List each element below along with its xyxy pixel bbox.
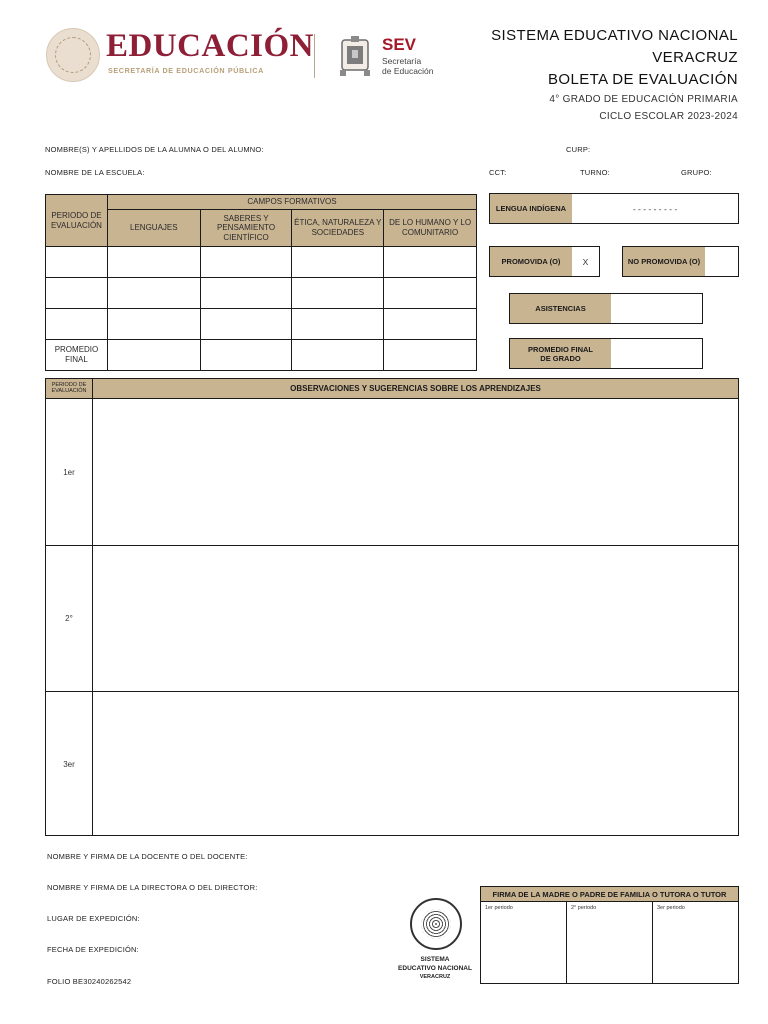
- no-promovida-value[interactable]: [705, 247, 738, 276]
- document-title-1: SISTEMA EDUCATIVO NACIONAL: [491, 27, 738, 44]
- grade-cell[interactable]: [46, 247, 108, 278]
- grade-label: 4° GRADO DE EDUCACIÓN PRIMARIA: [549, 94, 738, 105]
- campos-formativos-table: [45, 194, 477, 371]
- veracruz-shield-icon: [338, 34, 372, 78]
- observation-row[interactable]: [46, 545, 738, 691]
- sev-subtitle-line-2: de Educación: [382, 65, 434, 76]
- cycle-label: CICLO ESCOLAR 2023-2024: [599, 111, 738, 122]
- student-name-field: NOMBRE(S) Y APELLIDOS DE LA ALUMNA O DEL ALUMNO:: [45, 145, 264, 154]
- grade-cell[interactable]: [292, 278, 384, 309]
- grade-cell[interactable]: [292, 340, 384, 371]
- column-header-lenguajes: LENGUAJES: [107, 210, 200, 247]
- no-promovida-box: [622, 246, 739, 277]
- grade-cell[interactable]: [292, 309, 384, 340]
- column-header-saberes: SABERES Y PENSAMIENTO CIENTÍFICO: [200, 210, 292, 247]
- sep-subtitle: SECRETARÍA DE EDUCACIÓN PÚBLICA: [108, 66, 264, 75]
- observation-period-label: 3er: [46, 692, 93, 836]
- folio-label: FOLIO BE30240262542: [47, 977, 132, 986]
- promedio-grado-box: [509, 338, 703, 369]
- signature-period-1[interactable]: 1er periodo: [481, 902, 567, 984]
- promovida-value[interactable]: X: [582, 256, 589, 267]
- logo-divider: [314, 34, 315, 78]
- seal-text-1: SISTEMA: [420, 956, 450, 963]
- sev-subtitle-line-1: Secretaría: [382, 56, 422, 66]
- lengua-indigena-box: [489, 193, 739, 224]
- asistencias-box: [509, 293, 703, 324]
- grade-cell[interactable]: [384, 278, 477, 309]
- observations-table: [45, 378, 739, 836]
- promovida-label: PROMOVIDA (O): [490, 247, 572, 276]
- grade-cell[interactable]: [46, 278, 108, 309]
- cct-field: CCT:: [489, 168, 507, 177]
- grade-cell[interactable]: [200, 278, 292, 309]
- grade-cell[interactable]: [200, 340, 292, 371]
- lugar-expedicion-field: LUGAR DE EXPEDICIÓN:: [47, 914, 140, 923]
- docente-signature-field: NOMBRE Y FIRMA DE LA DOCENTE O DEL DOCENTE:: [47, 852, 248, 861]
- campos-group-header: CAMPOS FORMATIVOS: [107, 195, 476, 210]
- grade-cell[interactable]: [107, 340, 200, 371]
- sep-emblem-icon: [46, 28, 100, 82]
- promedio-grado-value[interactable]: [611, 339, 702, 368]
- observations-header: [46, 379, 738, 399]
- grade-cell[interactable]: [107, 309, 200, 340]
- grade-cell[interactable]: [384, 340, 477, 371]
- sev-logo-text: SEV: [382, 35, 417, 54]
- fecha-expedicion-field: FECHA DE EXPEDICIÓN:: [47, 945, 139, 954]
- signature-period-3[interactable]: 3er periodo: [657, 905, 685, 911]
- observations-period-header: PERIODO DE EVALUACIÓN: [46, 379, 93, 398]
- no-promovida-label: NO PROMOVIDA (O): [623, 247, 705, 276]
- grade-cell[interactable]: [200, 309, 292, 340]
- grade-cell[interactable]: [107, 278, 200, 309]
- grade-cell[interactable]: [107, 247, 200, 278]
- document-title-2: VERACRUZ: [652, 49, 738, 66]
- parent-signature-title: FIRMA DE LA MADRE O PADRE DE FAMILIA O TUTORA O TUTOR: [481, 887, 738, 902]
- national-seal-icon: [410, 898, 462, 950]
- curp-field: CURP:: [566, 145, 591, 154]
- seal-text-3: VERACRUZ: [419, 974, 451, 980]
- turno-field: TURNO:: [580, 168, 610, 177]
- observation-row[interactable]: [46, 399, 738, 545]
- grade-cell[interactable]: [384, 247, 477, 278]
- period-header: PERIODO DE EVALUACIÓN: [46, 195, 108, 247]
- school-name-field: NOMBRE DE LA ESCUELA:: [45, 168, 145, 177]
- lengua-indigena-value: - - - - - - - - -: [632, 203, 678, 214]
- grade-cell[interactable]: [46, 309, 108, 340]
- director-signature-field: NOMBRE Y FIRMA DE LA DIRECTORA O DEL DIRECTOR:: [47, 883, 258, 892]
- grade-cell[interactable]: [200, 247, 292, 278]
- column-header-etica: ÉTICA, NATURALEZA Y SOCIEDADES: [292, 210, 384, 247]
- observations-title: OBSERVACIONES Y SUGERENCIAS SOBRE LOS APRENDIZAJES: [290, 384, 541, 393]
- column-header-humano: DE LO HUMANO Y LO COMUNITARIO: [384, 210, 477, 247]
- promedio-grado-label: PROMEDIO FINAL DE GRADO: [510, 339, 611, 368]
- promedio-final-label: PROMEDIO FINAL: [46, 340, 108, 371]
- lengua-indigena-label: LENGUA INDÍGENA: [490, 194, 572, 223]
- parent-signature-box: [480, 886, 739, 984]
- observation-period-label: 2°: [46, 546, 93, 691]
- grupo-field: GRUPO:: [681, 168, 712, 177]
- promovida-box: [489, 246, 600, 277]
- asistencias-value[interactable]: [611, 294, 702, 323]
- signature-period-2[interactable]: 2° periodo: [567, 902, 653, 984]
- grade-cell[interactable]: [384, 309, 477, 340]
- educacion-logo-text: EDUCACIÓN: [106, 28, 315, 64]
- observation-period-label: 1er: [46, 399, 93, 545]
- sev-subtitle: [382, 57, 434, 77]
- grade-cell[interactable]: [292, 247, 384, 278]
- observation-row[interactable]: [46, 691, 738, 836]
- document-title-3: BOLETA DE EVALUACIÓN: [548, 71, 738, 88]
- seal-text-2: EDUCATIVO NACIONAL: [398, 965, 472, 972]
- asistencias-label: ASISTENCIAS: [510, 294, 611, 323]
